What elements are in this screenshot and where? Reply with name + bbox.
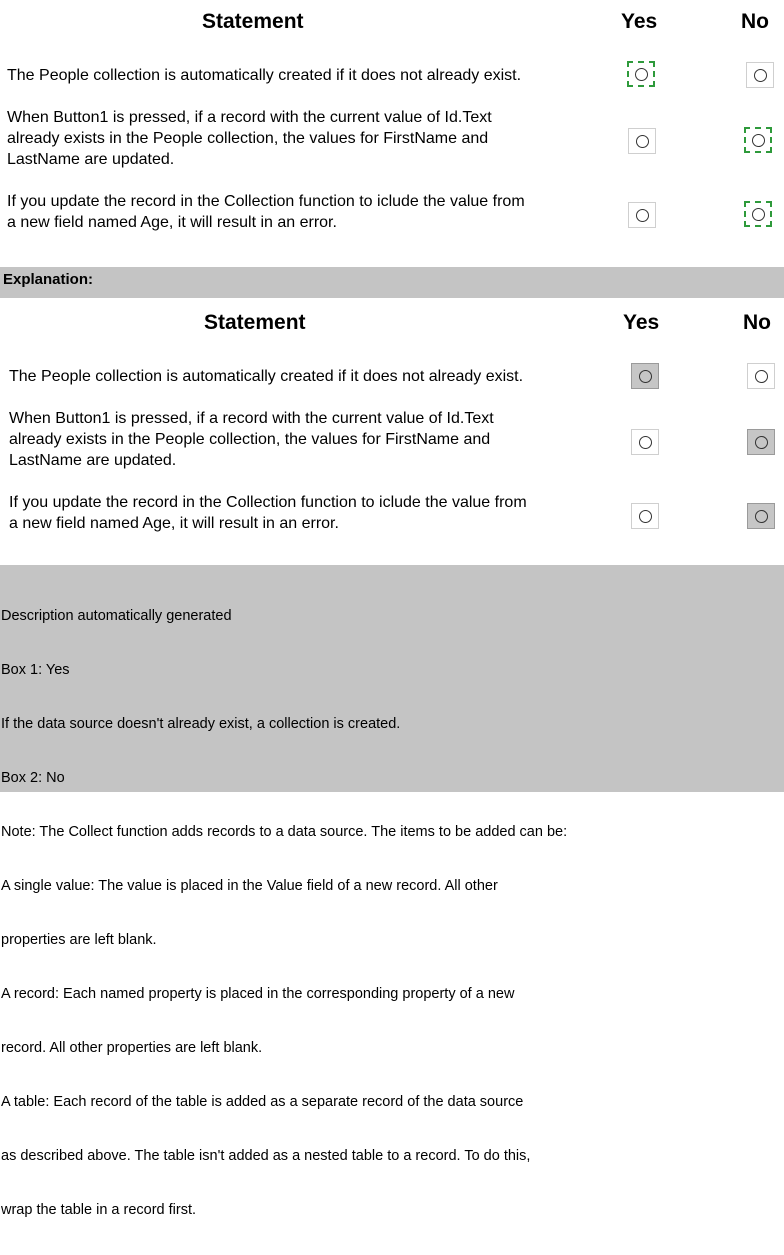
radio-icon [639, 510, 652, 523]
radio-icon [639, 370, 652, 383]
yes-header: Yes [623, 311, 660, 334]
answer-box-3-no [747, 503, 775, 529]
description-line: Description automatically generated [1, 608, 232, 624]
answer-box-2-yes[interactable] [628, 128, 656, 154]
description-line: as described above. The table isn't added as a nested table to a record. To do this, [1, 1148, 531, 1164]
statement-line: The People collection is automatically created if it does not already exist. [7, 67, 522, 84]
description-line: A single value: The value is placed in the Value field of a new record. All other [1, 878, 498, 894]
answer-box-1-no[interactable] [746, 62, 774, 88]
answer-box-3-yes [631, 503, 659, 529]
radio-icon [755, 436, 768, 449]
radio-icon [636, 209, 649, 222]
answer-box-3-yes[interactable] [628, 202, 656, 228]
radio-icon [635, 68, 648, 81]
description-line: If the data source doesn't already exist, a collection is created. [1, 716, 401, 732]
answer-box-2-yes [631, 429, 659, 455]
description-line: properties are left blank. [1, 932, 157, 948]
statement-line: The People collection is automatically created if it does not already exist. [9, 368, 524, 385]
statement-1 [9, 366, 523, 387]
answer-box-2-no [747, 429, 775, 455]
statement-header: Statement [204, 311, 306, 334]
explanation-band [0, 267, 784, 298]
answer-box-1-yes [631, 363, 659, 389]
description-line: A record: Each named property is placed in the corresponding property of a new [1, 986, 515, 1002]
radio-icon [639, 436, 652, 449]
description-line: wrap the table in a record first. [1, 1202, 197, 1218]
statement-header: Statement [202, 10, 304, 33]
statement-line: a new field named Age, it will result in an error. [7, 214, 337, 231]
statement-line: If you update the record in the Collection function to iclude the value from [7, 193, 525, 210]
answer-box-1-yes[interactable] [627, 61, 655, 87]
description-line: Box 1: Yes [1, 662, 70, 678]
statement-3 [9, 492, 527, 534]
radio-icon [754, 69, 767, 82]
description-band [0, 565, 784, 1218]
radio-icon [636, 135, 649, 148]
statement-line: If you update the record in the Collection function to iclude the value from [9, 494, 527, 511]
statement-line: already exists in the People collection, the values for FirstName and [9, 431, 491, 448]
statement-line: When Button1 is pressed, if a record with the current value of Id.Text [9, 410, 494, 427]
radio-icon [752, 208, 765, 221]
answer-box-3-no[interactable] [744, 201, 772, 227]
yes-header: Yes [621, 10, 658, 33]
statement-line: LastName are updated. [7, 151, 175, 168]
description-text [1, 571, 567, 1255]
explanation-label: Explanation: [3, 271, 94, 288]
statement-1 [7, 65, 521, 86]
statement-line: already exists in the People collection, the values for FirstName and [7, 130, 489, 147]
answer-box-1-no [747, 363, 775, 389]
radio-icon [755, 510, 768, 523]
statement-3 [7, 191, 525, 233]
statement-2 [7, 107, 492, 170]
no-header: No [743, 311, 771, 334]
radio-icon [752, 134, 765, 147]
description-line: record. All other properties are left blank. [1, 1040, 263, 1056]
description-line: A table: Each record of the table is added as a separate record of the data source [1, 1094, 524, 1110]
statement-2 [9, 408, 494, 471]
statement-line: a new field named Age, it will result in an error. [9, 515, 339, 532]
radio-icon [755, 370, 768, 383]
description-line: Box 2: No [1, 770, 65, 786]
description-line: Note: The Collect function adds records to a data source. The items to be added can be: [1, 824, 568, 840]
statement-line: LastName are updated. [9, 452, 177, 469]
statement-line: When Button1 is pressed, if a record with the current value of Id.Text [7, 109, 492, 126]
no-header: No [741, 10, 769, 33]
answer-box-2-no[interactable] [744, 127, 772, 153]
